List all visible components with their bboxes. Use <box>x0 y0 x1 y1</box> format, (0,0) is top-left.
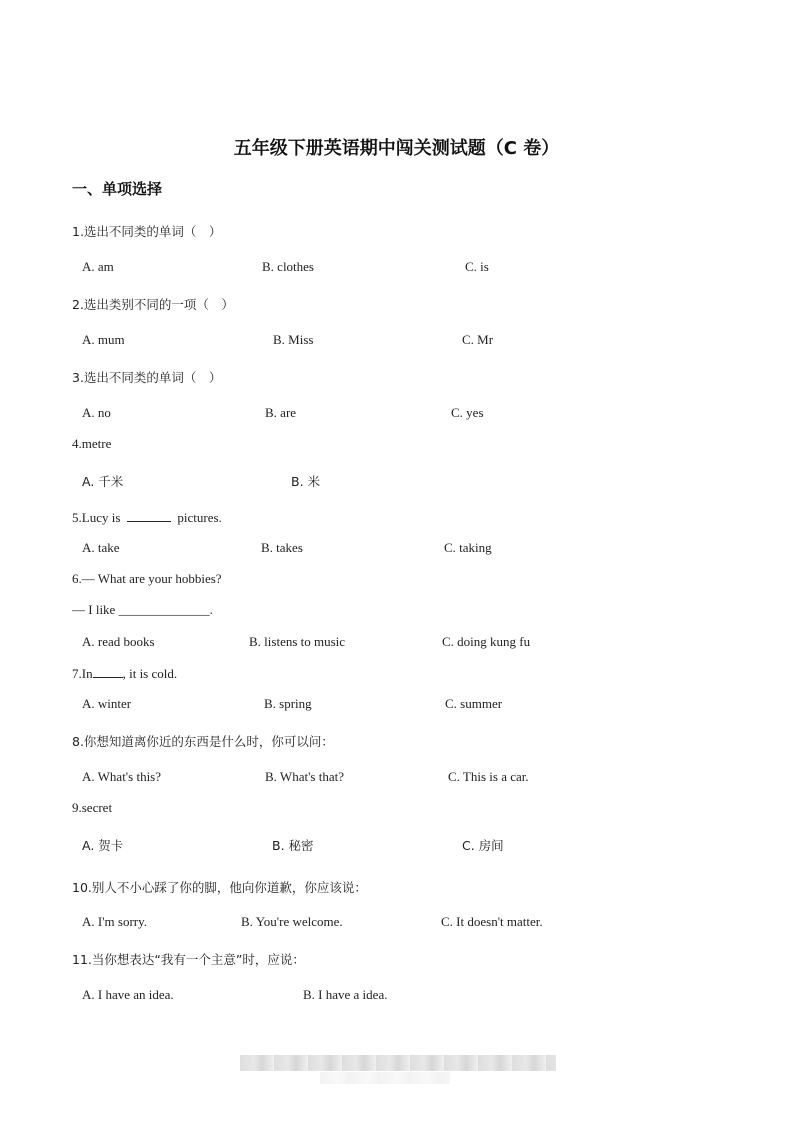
question-7-option-c[interactable]: C. summer <box>445 696 503 711</box>
question-2-stem: 2.选出类别不同的一项（ ） <box>72 297 234 312</box>
question-4-stem: 4.metre <box>72 436 112 451</box>
page-title: 五年级下册英语期中闯关测试题（C 卷） <box>233 138 560 159</box>
question-6-stem-line2: — I like ______________. <box>72 602 213 617</box>
section-heading: 一、单项选择 <box>72 180 163 198</box>
question-5-option-a[interactable]: A. take <box>82 540 120 555</box>
question-7-option-a[interactable]: A. winter <box>82 696 132 711</box>
question-1-option-a[interactable]: A. am <box>82 259 114 274</box>
question-5-option-b[interactable]: B. takes <box>261 540 303 555</box>
question-6-option-c[interactable]: C. doing kung fu <box>442 634 531 649</box>
question-3-option-a[interactable]: A. no <box>82 405 111 420</box>
blurred-footer-watermark <box>240 1055 556 1071</box>
question-1-option-c[interactable]: C. is <box>465 259 489 274</box>
question-5-option-c[interactable]: C. taking <box>444 540 492 555</box>
question-3-stem: 3.选出不同类的单词（ ） <box>72 370 222 385</box>
question-3-option-c[interactable]: C. yes <box>451 405 484 420</box>
question-4-option-a[interactable]: A. 千米 <box>82 474 124 489</box>
question-2-option-b[interactable]: B. Miss <box>273 332 314 347</box>
question-1-stem: 1.选出不同类的单词（ ） <box>72 224 222 239</box>
question-6-option-b[interactable]: B. listens to music <box>249 634 346 649</box>
question-11-stem: 11.当你想表达“我有一个主意”时，应说： <box>72 952 305 967</box>
question-10-option-c[interactable]: C. It doesn't matter. <box>441 914 543 929</box>
question-6-option-a[interactable]: A. read books <box>82 634 155 649</box>
question-9-option-b[interactable]: B. 秘密 <box>272 838 314 853</box>
question-10-stem: 10.别人不小心踩了你的脚，他向你道歉，你应该说： <box>72 880 367 895</box>
question-2-option-c[interactable]: C. Mr <box>462 332 494 347</box>
blurred-footer-watermark-line2 <box>320 1072 450 1084</box>
question-5-stem: 5.Lucy is pictures. <box>72 510 222 525</box>
question-8-option-a[interactable]: A. What's this? <box>82 769 162 784</box>
question-8-option-b[interactable]: B. What's that? <box>265 769 345 784</box>
question-11-option-b[interactable]: B. I have a idea. <box>303 987 388 1002</box>
answer-blank[interactable] <box>127 509 171 522</box>
question-7-option-b[interactable]: B. spring <box>264 696 312 711</box>
question-4-option-b[interactable]: B. 米 <box>291 474 321 489</box>
question-8-option-c[interactable]: C. This is a car. <box>448 769 529 784</box>
question-10-option-a[interactable]: A. I'm sorry. <box>82 914 148 929</box>
question-9-option-c[interactable]: C. 房间 <box>462 838 504 853</box>
question-2-option-a[interactable]: A. mum <box>82 332 125 347</box>
question-9-stem: 9.secret <box>72 800 113 815</box>
question-6-stem: 6.— What are your hobbies? <box>72 571 222 586</box>
answer-blank[interactable] <box>93 665 123 678</box>
question-11-option-a[interactable]: A. I have an idea. <box>82 987 174 1002</box>
question-7-stem: 7.In , it is cold. <box>72 666 178 681</box>
question-9-option-a[interactable]: A. 贺卡 <box>82 838 124 853</box>
question-10-option-b[interactable]: B. You're welcome. <box>241 914 343 929</box>
question-8-stem: 8.你想知道离你近的东西是什么时，你可以问： <box>72 734 334 749</box>
question-3-option-b[interactable]: B. are <box>265 405 297 420</box>
question-1-option-b[interactable]: B. clothes <box>262 259 314 274</box>
